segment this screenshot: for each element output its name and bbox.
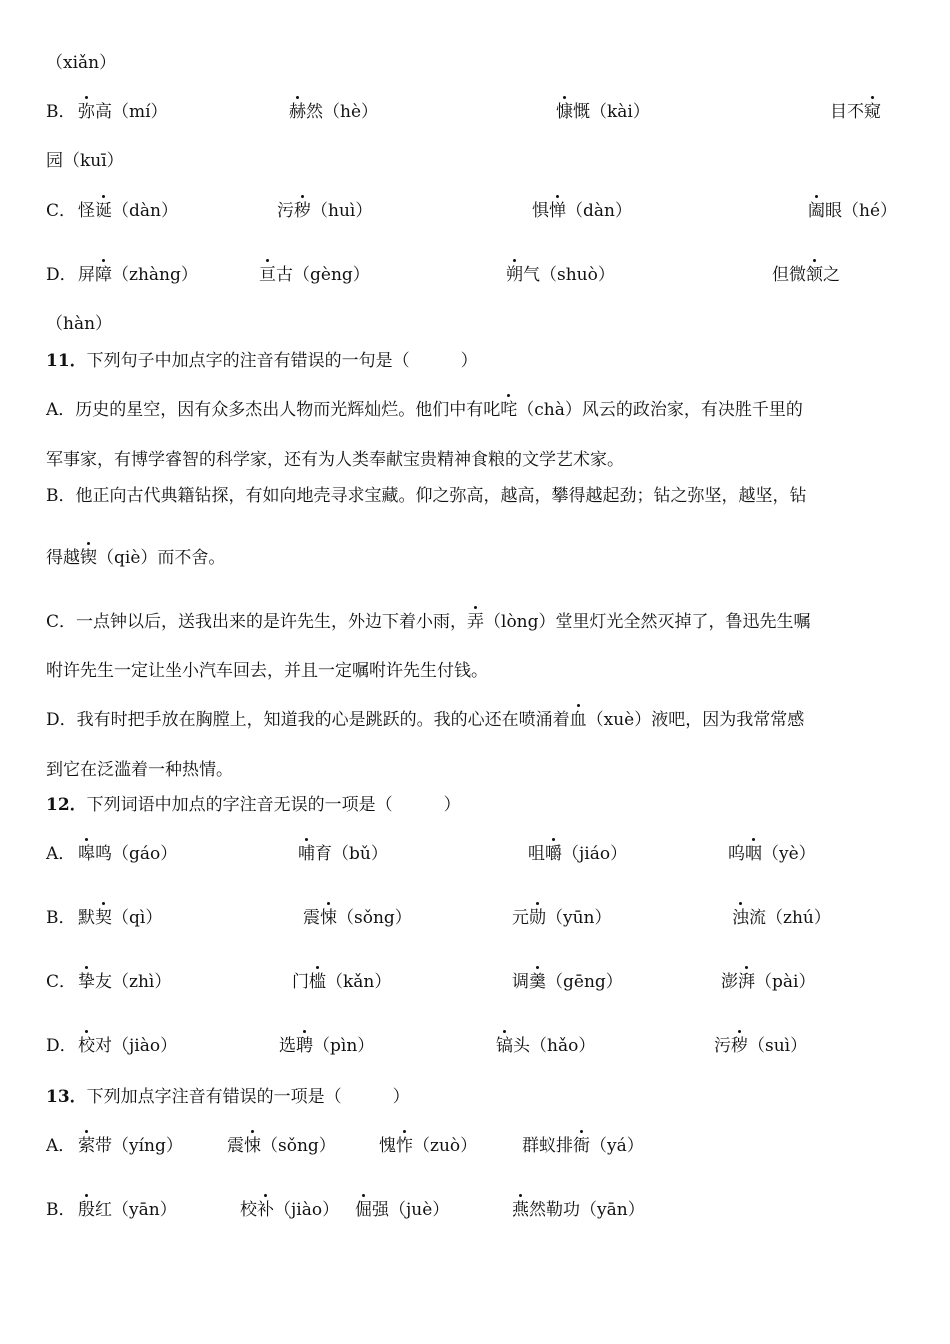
item-3: 朔气（shuò） (506, 262, 615, 288)
question-11-stem (46, 348, 910, 374)
item-2: 亘古（gèng） (259, 262, 370, 288)
dotted-char: 咤 (500, 397, 517, 423)
item-1: 嗥鸣（gáo） (78, 841, 177, 867)
q11-option-a[interactable]: A．历史的星空，因有众多杰出人物而光辉灿烂。他们中有叱咤（chà）风云的政治家，有决胜千里的 (46, 397, 910, 423)
item-1: 萦带（yíng） (78, 1133, 183, 1159)
item-1: 校对（jiào） (78, 1033, 177, 1059)
item-1: 挚友（zhì） (78, 969, 171, 995)
item-1: 屏障（zhàng） (78, 262, 198, 288)
q11-option-c-line-2: 咐许先生一定让坐小汽车回去，并且一定嘱咐许先生付钱。 (46, 661, 488, 681)
item-4: 污秽（suì） (714, 1033, 807, 1059)
item-2: 震悚（sǒng） (227, 1133, 336, 1159)
dotted-char: 弄 (467, 609, 484, 635)
item-4: 但微颔之 (772, 262, 840, 288)
option-label: A． (46, 844, 76, 864)
q11-option-a-line-2: 军事家，有博学睿智的科学家，还有为人类奉献宝贵精神食粮的文学艺术家。 (46, 450, 624, 470)
q12-option-c[interactable] (46, 969, 910, 995)
item-4: 澎湃（pài） (721, 969, 815, 995)
q11-option-b[interactable]: B．他正向古代典籍钻探，有如向地壳寻求宝藏。仰之弥高，越高，攀得越起劲；钻之弥坚，越坚，钻 (46, 486, 807, 506)
q11-option-d[interactable]: D．我有时把手放在胸膛上，知道我的心是跳跃的。我的心还在喷涌着血（xuè）液吧，因为我常常感 (46, 707, 910, 733)
q12-option-d[interactable] (46, 1033, 910, 1059)
item-3: 镐头（hǎo） (496, 1033, 595, 1059)
question-number: 13． (46, 1087, 87, 1107)
q12-option-a[interactable] (46, 841, 910, 867)
item-1: 弥高（mí） (78, 99, 168, 125)
question-13-stem (46, 1084, 910, 1110)
dotted-char: 锲 (80, 545, 97, 571)
item-2: 校补（jiào） (240, 1197, 339, 1223)
item-4: 目不窥 (830, 99, 881, 125)
item-2: 赫然（hè） (289, 99, 378, 125)
option-label: B． (46, 1200, 76, 1220)
option-label: C． (46, 201, 77, 221)
q11-option-d-line-2: 到它在泛滥着一种热情。 (46, 760, 233, 780)
item-2: 哺育（bǔ） (298, 841, 388, 867)
item-3: 惧惮（dàn） (532, 198, 632, 224)
q12-option-b[interactable] (46, 905, 910, 931)
question-number: 12． (46, 795, 87, 815)
item-2: 污秽（huì） (277, 198, 372, 224)
question-text: 下列句子中加点字的注音有错误的一句是（ ） (86, 351, 478, 371)
item-1: 殷红（yān） (78, 1197, 177, 1223)
q11-option-b-line-2: 得越锲（qiè）而不舍。 (46, 545, 910, 571)
item-1: 怪诞（dàn） (78, 198, 178, 224)
q11-option-c[interactable]: C．一点钟以后，送我出来的是许先生，外边下着小雨，弄（lòng）堂里灯光全然灭掉了，鲁迅先生嘱 (46, 609, 910, 635)
option-label: B． (46, 102, 76, 122)
item-4: 阖眼（hé） (808, 198, 897, 224)
item-4: 浊流（zhú） (732, 905, 831, 931)
dotted-char: 血 (570, 707, 587, 733)
item-3: 咀嚼（jiáo） (528, 841, 627, 867)
item-4: 燕然勒功（yān） (512, 1197, 645, 1223)
item-3: 愧怍（zuò） (379, 1133, 477, 1159)
q13-option-a[interactable] (46, 1133, 910, 1159)
question-text: 下列词语中加点的字注音无误的一项是（ ） (86, 795, 461, 815)
item-3: 调羹（gēng） (512, 969, 623, 995)
question-12-stem (46, 792, 910, 818)
item-2: 门槛（kǎn） (292, 969, 391, 995)
item-1: 默契（qì） (78, 905, 162, 931)
option-label: B． (46, 908, 76, 928)
item-2: 选聘（pìn） (279, 1033, 374, 1059)
option-label: A． (46, 1136, 76, 1156)
item-3: 慷慨（kài） (556, 99, 650, 125)
question-number: 11． (46, 351, 87, 371)
q10-option-a-continuation: （xiǎn） (46, 53, 117, 73)
q10-option-d[interactable] (46, 262, 910, 288)
q10-option-c[interactable] (46, 198, 910, 224)
item-3: 倔强（juè） (355, 1197, 449, 1223)
option-label: D． (46, 265, 77, 285)
option-label: C． (46, 972, 77, 992)
q13-option-b[interactable] (46, 1197, 910, 1223)
item-3: 元勋（yūn） (512, 905, 612, 931)
item-2: 震悚（sǒng） (303, 905, 412, 931)
item-4: 呜咽（yè） (728, 841, 816, 867)
q10-option-d-continuation: （hàn） (46, 314, 113, 334)
q10-option-b-continuation: 园（kuī） (46, 151, 124, 171)
question-text: 下列加点字注音有错误的一项是（ ） (86, 1087, 410, 1107)
item-4: 群蚁排衙（yá） (522, 1133, 644, 1159)
q10-option-b[interactable] (46, 99, 910, 125)
option-label: D． (46, 1036, 77, 1056)
